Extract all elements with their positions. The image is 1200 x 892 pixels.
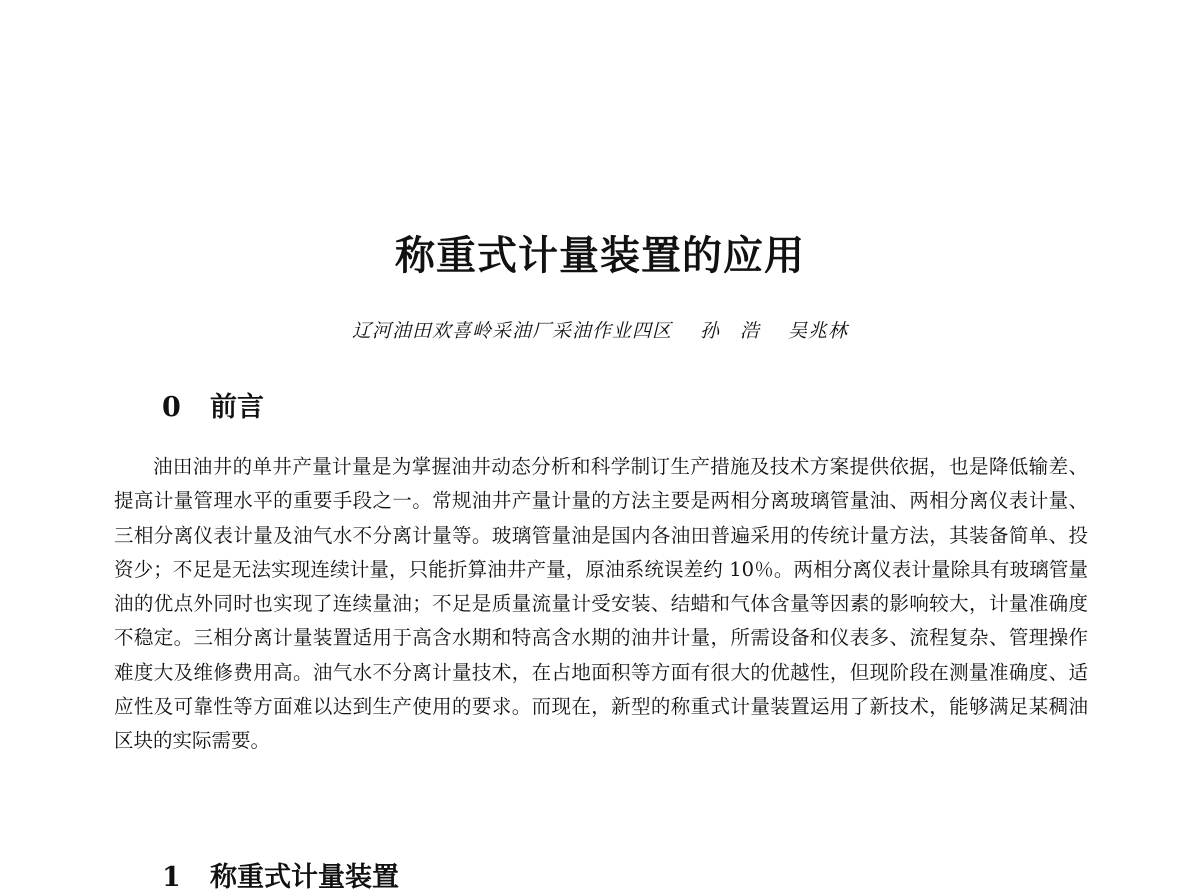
section-heading-0: [162, 390, 264, 426]
paper-title: 称重式计量装置的应用: [395, 232, 805, 279]
section-number: 0: [162, 392, 181, 423]
section-number: 1: [162, 862, 181, 892]
affiliation: 辽河油田欢喜岭采油厂采油作业四区: [351, 320, 672, 342]
author-byline: [0, 318, 1200, 344]
body-paragraph: 油田油井的单井产量计量是为掌握油井动态分析和科学制订生产措施及技术方案提供依据，也是降低输差、提高计量管理水平的重要手段之一。常规油井产量计量的方法主要是两相分离玻璃管量油、两相分离仪表计量、三相分离仪表计量及油气水不分离计量等。玻璃管量油是国内各油田普遍采用的传统计量方法，其装备简单、投资少；不足是无法实现连续计量，只能折算油井产量，原油系统误差约 10％。两相分离仪表计量除具有玻璃管量油的优点外同时也实现了连续量油；不足是质量流量计受安装、结蜡和气体含量等因素的影响较大，计量准确度不稳定。三相分离计量装置适用于高含水期和特高含水期的油井计量，所需设备和仪表多、流程复杂、管理操作难度大及维修费用高。油气水不分离计量技术，在占地面积等方面有很大的优越性，但现阶段在测量准确度、适应性及可靠性等方面难以达到生产使用的要求。而现在，新型的称重式计量装置运用了新技术，能够满足某稠油区块的实际需要。: [114, 455, 1088, 753]
author-2: 吴兆林: [788, 320, 849, 342]
section-title: 前言: [210, 392, 264, 423]
section-heading-1: [162, 860, 399, 892]
section-title: 称重式计量装置: [210, 862, 399, 892]
author-1: 孙 浩: [699, 320, 760, 342]
